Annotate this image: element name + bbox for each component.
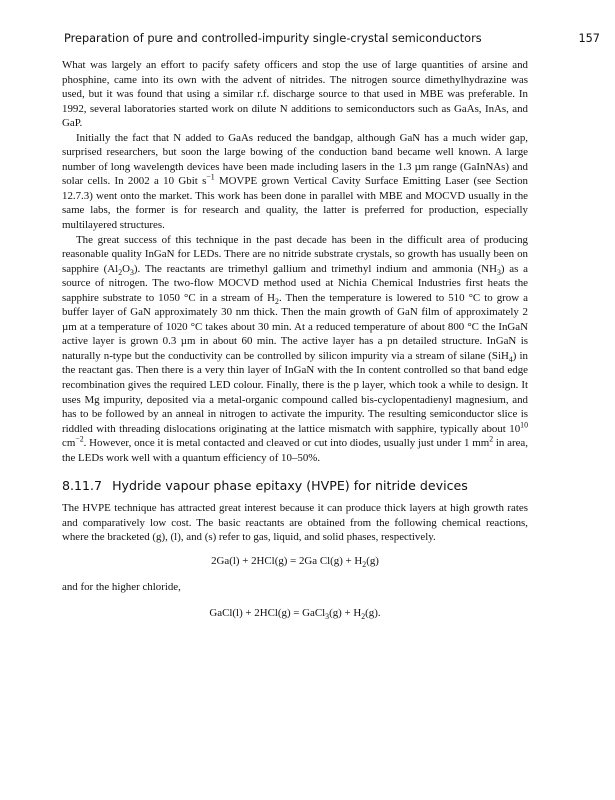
superscript: 10 xyxy=(520,420,528,430)
equation-text: (g) xyxy=(366,554,379,567)
text-run: . Then the temperature is lowered to 510 °C to grow a buffer layer of GaN approximately 30 nm thick. Then the main growth of GaN film of approximately 2 µm at a temperature of 1020 °C takes about 30 min. At a reduced temperature of about 800 °C the InGaN active layer is grown 0.3 µm in about 60 min. The active layer has a pn detailed structure. InGaN is naturally n-type but the conductivity can be controlled by silicon impurity via a stream of silane (SiH xyxy=(62,291,528,362)
running-title: Preparation of pure and controlled-impurity single-crystal semiconductors xyxy=(64,32,482,45)
text-run: ) as a source of nitrogen. The two-flow MOCVD method used at Nichia Chemical Industries first heats the sapphire substrate to 1050 °C in a stream of H xyxy=(62,262,528,304)
section-title: Hydride vapour phase epitaxy (HVPE) for nitride devices xyxy=(112,478,468,494)
equation-text: (g) + H xyxy=(329,607,362,620)
text-run: MOVPE grown Vertical Cavity Surface Emitting Laser (see Section 12.7.3) went onto the market. This work has been done in parallel with MBE and MOCVD usually in the same labs, the former is for research and quality, the latter is preferred for production, especially multilayered structures. xyxy=(62,175,528,232)
superscript: −1 xyxy=(206,172,215,182)
equation-text: 2Ga(l) + 2HCl(g) = 2Ga Cl(g) + H xyxy=(211,554,363,567)
section-heading xyxy=(62,478,528,494)
running-header xyxy=(64,32,600,50)
text-run: in area, the LEDs work well with a quantum efficiency of 10–50%. xyxy=(62,437,528,464)
text-run: O xyxy=(122,262,130,275)
superscript: 2 xyxy=(489,434,494,444)
superscript: −2 xyxy=(75,434,84,444)
paragraph-bandgap-bowing xyxy=(62,131,528,233)
text-run: ) in the reactant gas. Then there is a very thin layer of InGaN with the In content controlled so that band edge recombination gives the required LED colour. Finally, there is the p layer, which took a while to design. It uses Mg impurity, deposited via a metal-organic compound called bis-cyclopentadienyl magnesium, and has to be followed by an anneal in nitrogen to activate the impurity. The resulting semiconductor slice is riddled with threading dislocations originating at the lattice mismatch with sapphire, typically about 10 xyxy=(62,349,528,435)
paragraph-higher-chloride: and for the higher chloride, xyxy=(62,580,181,593)
page-number: 157 xyxy=(578,32,600,45)
body-text xyxy=(62,58,528,630)
text-run: ). The reactants are trimethyl gallium and trimethyl indium and ammonia (NH xyxy=(133,262,497,275)
equation-text: (g). xyxy=(365,607,381,620)
subscript: 2 xyxy=(362,560,367,570)
equation-gallium-trichloride xyxy=(62,606,528,621)
subscript: 2 xyxy=(275,296,279,306)
subscript: 3 xyxy=(325,612,330,622)
subscript: 2 xyxy=(118,267,123,277)
text-run: cm xyxy=(62,437,76,450)
section-number: 8.11.7 xyxy=(62,478,103,494)
text-run: Initially the fact that N added to GaAs reduced the bandgap, although GaN has a much wider gap, surprised researchers, but soon the large bowing of the conduction band became well known. A large number of long wavelength devices have been made including lasers in the 1.3 µm range (GaInNAs) and solar cells. In 2002 a 10 Gbit s xyxy=(62,131,528,188)
text-run: . However, once it is metal contacted and cleaved or cut into diodes, usually just under 1 mm xyxy=(83,437,490,450)
equation-text: GaCl(l) + 2HCl(g) = GaCl xyxy=(209,607,326,620)
subscript: 2 xyxy=(361,612,366,622)
paragraph-hvpe-intro: The HVPE technique has attracted great interest because it can produce thick layers at high growth rates and comparatively low cost. The basic reactants are obtained from the following chemical reactions, where the bracketed (g), (l), and (s) refer to gas, liquid, and solid phases, respectively. xyxy=(62,502,528,544)
text-run: The great success of this technique in the past decade has been in the difficult area of producing reasonable quality InGaN for LEDs. There are no nitride substrate crystals, so growth has usually been on sapphire (Al xyxy=(62,233,528,275)
paragraph-ingan-leds xyxy=(62,233,528,466)
subscript: 3 xyxy=(496,267,501,277)
paragraph-dilute-nitrogen: What was largely an effort to pacify safety officers and stop the use of large quantities of arsine and phosphine, came into its own with the advent of nitrides. The nitrogen source dimethylhydrazine was used, but it was found that using a similar r.f. discharge source to that used in MBE was preferable. In 1992, several laboratories started work on dilute N additions to semiconductors such as GaAs, InAs, and GaP. xyxy=(62,59,528,130)
subscript: 3 xyxy=(130,267,134,277)
equation-gallium-chloride xyxy=(62,554,528,569)
subscript: 4 xyxy=(508,355,513,365)
